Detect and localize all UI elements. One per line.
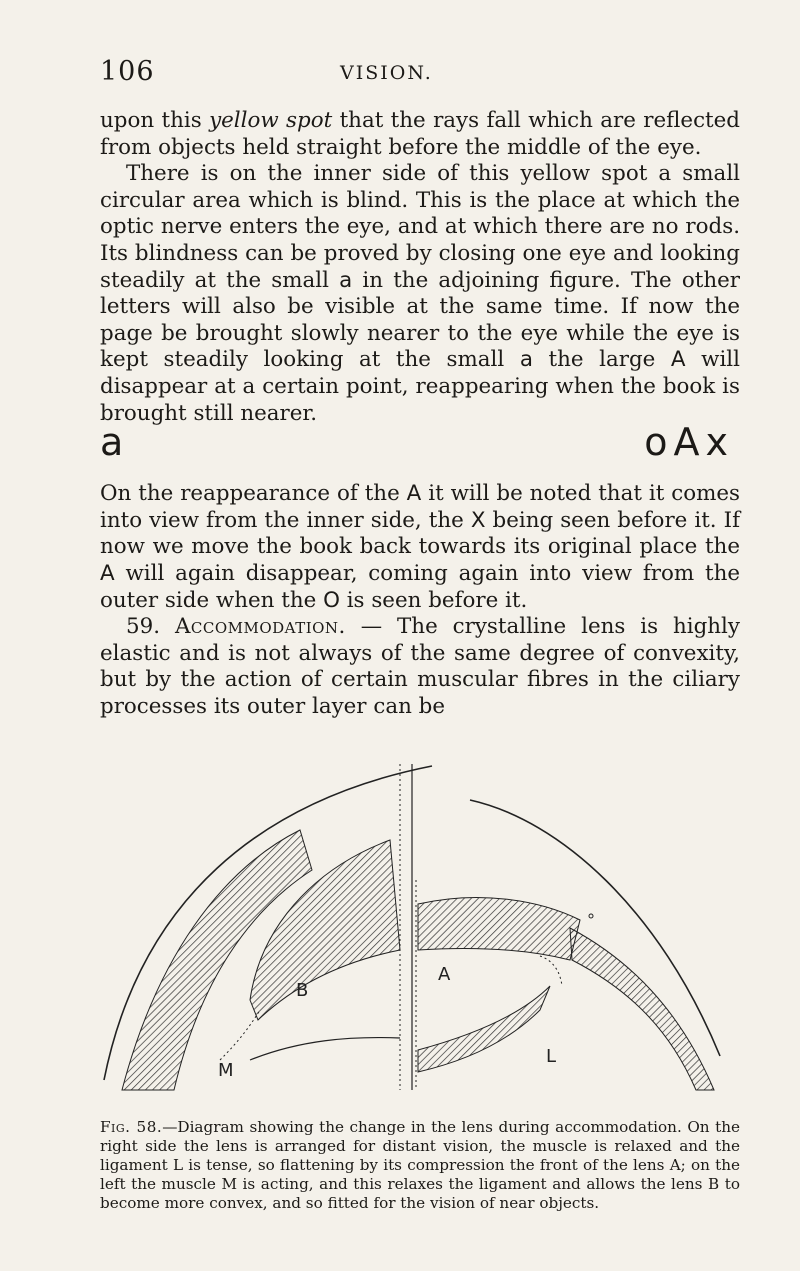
letter-A: A [406,481,422,507]
demo-o: o [644,420,668,465]
letter-a: a [339,267,353,293]
right-ligament-dotted [540,956,562,986]
text-run: the large [532,347,671,373]
paragraph-3 [100,481,740,614]
demo-A: A [673,420,700,465]
text-run: in the adjoining figure. The other letters will also be visible at the same time. If now the page be brought slowly nearer to the eye while the eye is kept steadily looking at the small [100,267,740,373]
figure-caption [100,1118,740,1213]
accommodation-diagram [100,760,740,1100]
text-run: There is on the inner side of this yellow spot a small circular area which is blind. This is the place at which the optic nerve enters the eye, and at which there are no rods. Its blindness can be proved by closing one eye and looking steadily at the small [100,161,740,293]
page-number: 106 [100,56,155,87]
text-run: — The crystalline lens is highly elastic and is not always of the same degree of convexity, but by the action of certain muscular fibres in the ciliary processes its outer layer can be [100,614,740,719]
letter-A: A [100,560,115,586]
text-run: being seen before it. If now we move the book back towards its original place the [100,507,740,560]
left-inner-arc [250,1038,400,1060]
letter-O: O [323,587,340,613]
letter-A: A [670,347,686,373]
text-run: is seen before it. [339,587,528,613]
text-run: will again disappear, coming again into view from the outer side when the [100,560,740,613]
paragraph-2 [100,161,740,427]
caption-label: Fig. 58. [100,1118,163,1136]
left-ligament-dotted [220,1010,260,1060]
blind-spot-demo [100,420,740,481]
text-run: it will be noted that it comes into view from the inner side, the [100,481,740,533]
body-text [100,108,740,720]
demo-letter-group [638,420,728,465]
right-lens-lower-hatched [418,986,550,1072]
ligament-point [589,914,593,918]
text-run: upon this [100,108,210,133]
letter-X: X [470,507,486,533]
text-run: will disappear at a certain point, reappearing when the book is brought still nearer. [100,347,740,426]
paragraph-1 [100,108,740,161]
label-M: M [218,1060,234,1081]
demo-small-a: a [100,420,124,465]
paragraph-4 [100,614,740,720]
running-head: VISION. [340,62,433,84]
label-A: A [438,964,451,985]
right-lens-A-hatched [418,897,580,960]
caption-text: —Diagram showing the change in the lens during accommodation. On the right side the lens is arranged for distant vision, the muscle is relaxed and the ligament L is tense, so flattening by its compression the front of the lens A; on the left the muscle M is acting, and this relaxes the ligament and allows the lens B to become more convex, and so fitted for the vision of near objects. [100,1118,740,1212]
label-L: L [546,1046,557,1067]
label-B: B [296,980,309,1001]
emphasis-yellow-spot: yellow spot [209,108,333,133]
demo-x: x [705,420,728,465]
right-muscle-hatched [570,928,714,1090]
text-run: On the reappearance of the [100,481,407,507]
section-heading: Accommodation. [174,614,346,640]
text-run: that the rays fall which are reflected from objects held straight before the middle of the eye. [100,108,740,160]
section-number: 59. [126,614,161,640]
letter-a: a [519,347,533,373]
page-header [0,56,800,86]
